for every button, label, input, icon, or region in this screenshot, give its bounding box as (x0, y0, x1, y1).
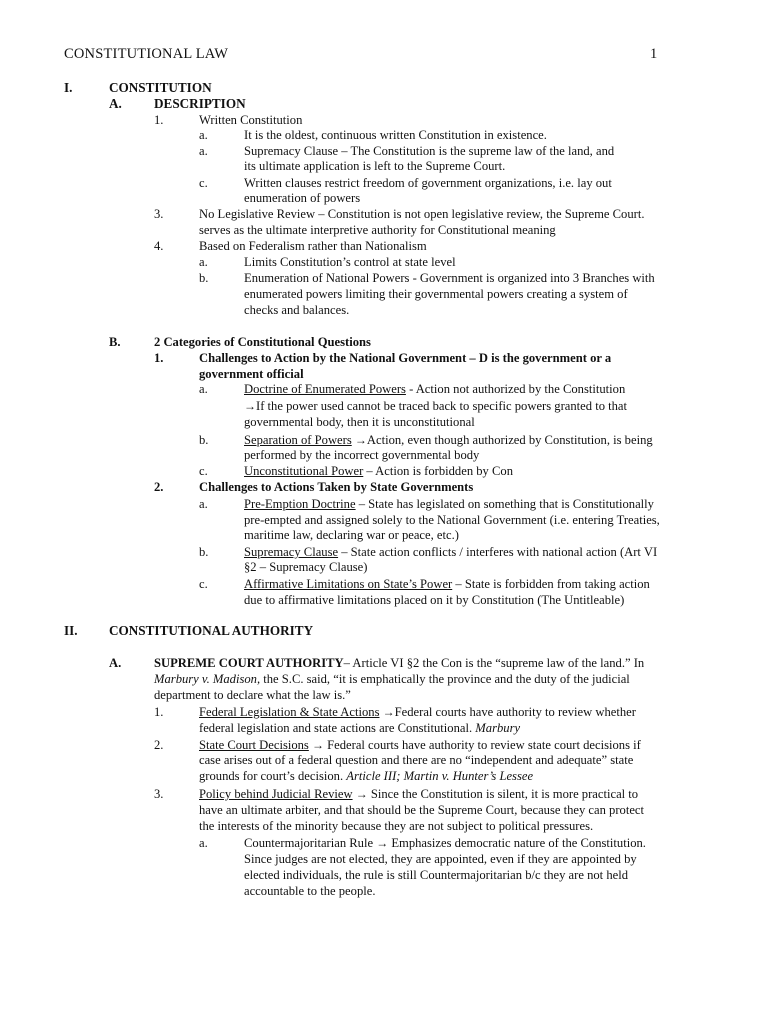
subitem-letter: a. (199, 382, 208, 396)
subitem-letter: b. (199, 545, 209, 559)
subitem-text: It is the oldest, continuous written Constitution in existence. (244, 128, 547, 142)
subsection-heading: DESCRIPTION (154, 96, 246, 111)
doctrine-term: Federal Legislation & State Actions (199, 705, 380, 719)
subitem-rest: If the power used cannot be traced back to specific powers granted to that (256, 399, 628, 413)
subitem-text: governmental body, then it is unconstitutional (244, 415, 475, 429)
doctrine-term: State Court Decisions (199, 738, 309, 752)
subsection-heading: 2 Categories of Constitutional Questions (154, 335, 371, 349)
subsection-rest: – Article VI §2 the Con is the “supreme law of the land.” In (343, 656, 645, 670)
subitem-rest: – Action is forbidden by Con (363, 464, 513, 478)
arrow-icon: → (244, 399, 256, 413)
subitem-text: elected individuals, the rule is still Countermajoritarian b/c they are not held (244, 868, 628, 882)
section-heading: CONSTITUTION (109, 80, 212, 95)
item-number: 3. (154, 207, 164, 221)
subitem-letter: c. (199, 464, 208, 478)
subitem-text (244, 496, 654, 512)
subitem-rest: Action, even though authorized by Constitution, is being (366, 433, 653, 447)
arrow-icon: → (354, 433, 367, 447)
doctrine-term: Policy behind Judicial Review (199, 787, 353, 801)
subsection-letter: A. (109, 96, 122, 111)
subitem-text: Enumeration of National Powers - Government is organized into 3 Branches with (244, 271, 655, 285)
page-number: 1 (650, 46, 658, 62)
item-text: Written Constitution (199, 113, 303, 127)
item-rest: Federal courts have authority to review whether (394, 705, 636, 719)
subitem-rest: – State has legislated on something that is Constitutionally (355, 497, 654, 511)
subitem-text (244, 463, 513, 479)
doctrine-term: Separation of Powers (244, 433, 352, 447)
subitem-rest: – State is forbidden from taking action (452, 577, 650, 591)
case-name: Marbury v. Madison, (154, 672, 261, 686)
subitem-text: checks and balances. (244, 303, 350, 317)
item-text (199, 737, 641, 753)
subitem-text: accountable to the people. (244, 884, 376, 898)
doctrine-term: Affirmative Limitations on State’s Power (244, 577, 453, 591)
item-text: serves as the ultimate interpretive authority for Constitutional meaning (199, 223, 556, 237)
subitem-text: Written clauses restrict freedom of government organizations, i.e. lay out (244, 176, 612, 190)
doctrine-term: Pre-Emption Doctrine (244, 497, 356, 511)
item-number: 3. (154, 787, 164, 801)
subitem-text: Supremacy Clause – The Constitution is the supreme law of the land, and (244, 144, 615, 158)
subsection-rest: the S.C. said, “it is emphatically the province and the duty of the judicial (260, 672, 630, 686)
subitem-text: pre-empted and assigned solely to the National Government (i.e. entering Treaties, (244, 513, 660, 527)
item-heading: Challenges to Action by the National Government – D is the government or a (199, 351, 612, 365)
subsection-text (154, 655, 644, 671)
subitem-letter: b. (199, 433, 209, 447)
item-text (199, 768, 533, 784)
subitem-text (244, 835, 646, 851)
section-heading: CONSTITUTIONAL AUTHORITY (109, 623, 314, 638)
doctrine-term: Supremacy Clause (244, 545, 339, 559)
item-text (199, 704, 636, 720)
subitem-text: §2 – Supremacy Clause) (244, 560, 368, 574)
subsection-text: department to declare what the law is.” (154, 688, 351, 702)
subitem-rest: Countermajoritarian Rule (244, 836, 377, 850)
subitem-letter: a. (199, 255, 208, 269)
item-rest: grounds for court’s decision. (199, 769, 347, 783)
arrow-icon: → (376, 836, 389, 850)
subsection-letter: A. (109, 656, 122, 670)
item-text: the interests of the minority because they are not subject to political pressures. (199, 819, 594, 833)
subsection-heading: SUPREME COURT AUTHORITY (154, 656, 344, 670)
subsection-text (154, 671, 630, 687)
arrow-icon: → (312, 738, 324, 752)
subitem-letter: b. (199, 271, 209, 285)
subitem-letter: a. (199, 497, 208, 511)
item-number: 2. (154, 480, 164, 494)
arrow-icon: → (355, 787, 368, 801)
subitem-text (244, 432, 653, 448)
item-number: 4. (154, 239, 164, 253)
subitem-text: performed by the incorrect governmental body (244, 448, 480, 462)
subitem-text (244, 576, 650, 592)
subitem-rest: – State action conflicts / interferes with national action (Art VI (338, 545, 658, 559)
subitem-text: maritime law, declaring war or peace, etc.) (244, 528, 459, 542)
item-text: No Legislative Review – Constitution is not open legislative review, the Supreme Court. (199, 207, 645, 221)
subitem-text (244, 398, 627, 414)
subsection-letter: B. (109, 335, 121, 349)
subitem-letter: a. (199, 836, 208, 850)
subitem-letter: c. (199, 176, 208, 190)
document-header-title: CONSTITUTIONAL LAW (64, 46, 229, 62)
case-name: Marbury (475, 721, 521, 735)
item-text: Based on Federalism rather than Nationalism (199, 239, 427, 253)
subitem-text (244, 544, 657, 560)
item-rest: Federal courts have authority to review state court decisions if (324, 738, 641, 752)
subitem-text: Limits Constitution’s control at state level (244, 255, 456, 269)
item-rest: federal legislation and state actions are Constitutional. (199, 721, 476, 735)
subitem-text (244, 381, 625, 397)
section-number: II. (64, 623, 78, 638)
subitem-text: its ultimate application is left to the Supreme Court. (244, 159, 506, 173)
item-text: case arises out of a federal question and there are no “independent and adequate” state (199, 753, 634, 767)
doctrine-term: Unconstitutional Power (244, 464, 364, 478)
subitem-letter: a. (199, 144, 208, 158)
doctrine-term: Doctrine of Enumerated Powers (244, 382, 406, 396)
subitem-text: Since judges are not elected, they are appointed, even if they are appointed by (244, 852, 637, 866)
subitem-letter: a. (199, 128, 208, 142)
subitem-text: enumeration of powers (244, 191, 361, 205)
item-text: have an ultimate arbiter, and that should be the Supreme Court, because they can protect (199, 803, 645, 817)
case-name: Article III; Martin v. Hunter’s Lessee (346, 769, 534, 783)
item-number: 1. (154, 113, 164, 127)
subitem-rest: Emphasizes democratic nature of the Constitution. (388, 836, 646, 850)
item-number: 2. (154, 738, 164, 752)
subitem-text: enumerated powers limiting their governmental powers creating a system of (244, 287, 628, 301)
subitem-rest: - Action not authorized by the Constitution (405, 382, 626, 396)
arrow-icon: → (382, 705, 395, 719)
section-number: I. (64, 80, 73, 95)
item-number: 1. (154, 705, 164, 719)
subitem-text: due to affirmative limitations placed on it by Constitution (The Untitleable) (244, 593, 625, 607)
subitem-letter: c. (199, 577, 208, 591)
item-text (199, 786, 638, 802)
item-heading: government official (199, 367, 304, 381)
item-text (199, 720, 520, 736)
item-rest: Since the Constitution is silent, it is more practical to (367, 787, 639, 801)
item-heading: Challenges to Actions Taken by State Governments (199, 480, 474, 494)
item-number: 1. (154, 351, 164, 365)
